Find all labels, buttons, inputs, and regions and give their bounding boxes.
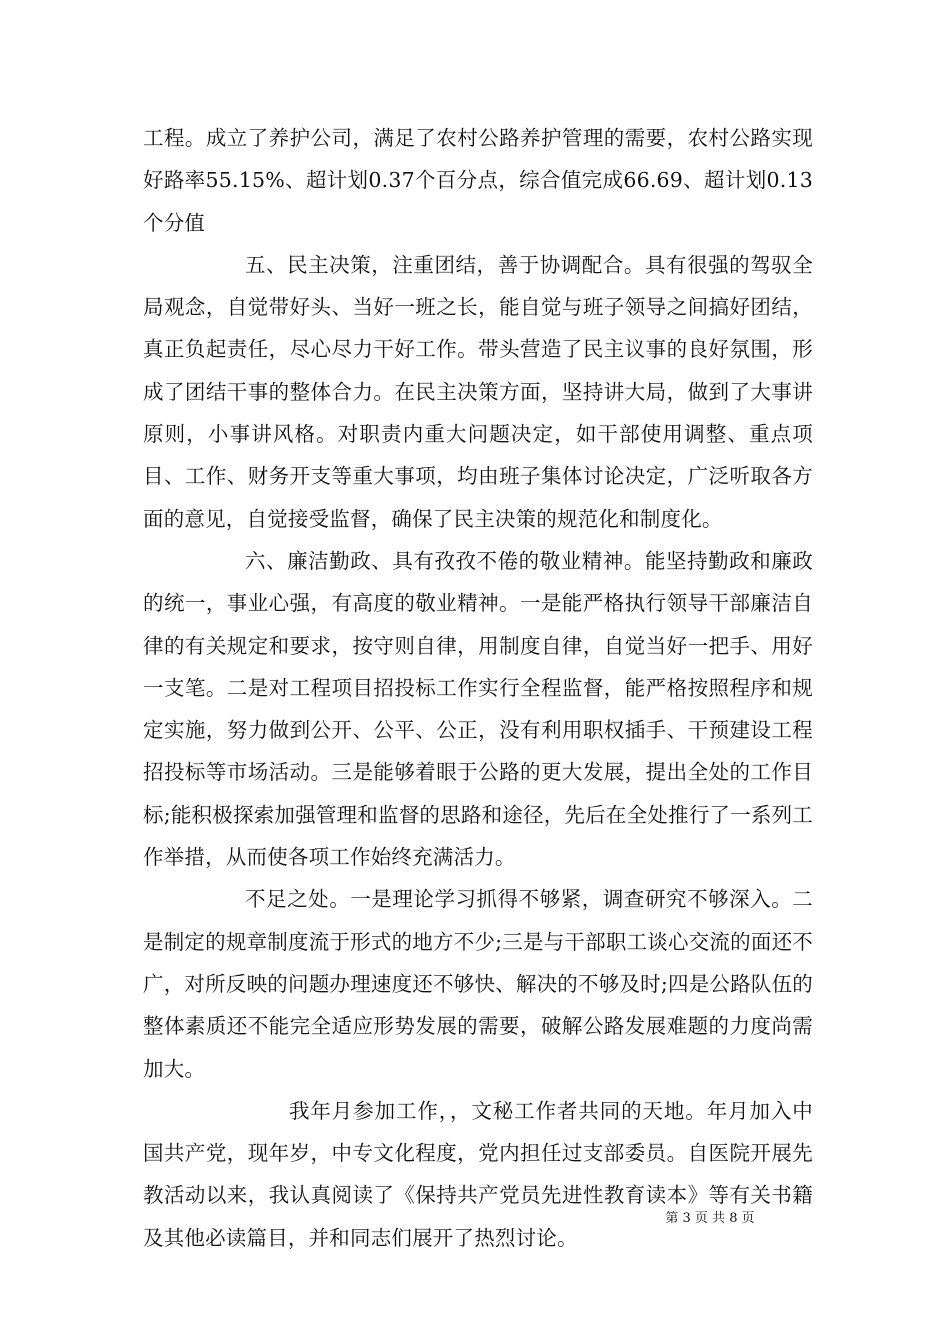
paragraph-road-maintenance: 工程。成立了养护公司，满足了农村公路养护管理的需要，农村公路实现好路率55.15%、超计划0.37个百分点，综合值完成66.69、超计划0.13个分值 xyxy=(143,126,813,235)
paragraph-integrity: 六、廉洁勤政、具有孜孜不倦的敬业精神。能坚持勤政和廉政的统一，事业心强，有高度的敬业精神。一是能严格执行领导干部廉洁自律的有关规定和要求，按守则自律，用制度自律，自觉当好一把手、用好一支笔。二是对工程项目招投标工作实行全程监督，能严格按照程序和规定实施，努力做到公开、公平、公正，没有利用职权插手、干预建设工程招投标等市场活动。三是能够着眼于公路的更大发展，提出全处的工作目标;能积极探索加强管理和监督的思路和途径，先后在全处推行了一系列工作举措，从而使各项工作始终充满活力。 xyxy=(143,548,813,870)
document-body xyxy=(143,117,813,1259)
paragraph-democratic-decision: 五、民主决策，注重团结，善于协调配合。具有很强的驾驭全局观念，自觉带好头、当好一班之长，能自觉与班子领导之间搞好团结，真正负起责任，尽心尽力干好工作。带头营造了民主议事的良好氛围，形成了团结干事的整体合力。在民主决策方面，坚持讲大局，做到了大事讲原则，小事讲风格。对职责内重大问题决定，如干部使用调整、重点项目、工作、财务开支等重大事项，均由班子集体讨论决定，广泛听取各方面的意见，自觉接受监督，确保了民主决策的规范化和制度化。 xyxy=(143,252,813,531)
paragraph-shortcomings: 不足之处。一是理论学习抓得不够紧，调查研究不够深入。二是制定的规章制度流于形式的地方不少;三是与干部职工谈心交流的面还不广，对所反映的问题办理速度还不够快、解决的不够及时;四是公路队伍的整体素质还不能完全适应形势发展的需要，破解公路发展难题的力度尚需加大。 xyxy=(143,887,813,1081)
page-number-footer: 第 3 页 共 8 页 xyxy=(665,1211,755,1226)
paragraph-personal-intro: 我年月参加工作，，文秘工作者共同的天地。年月加入中国共产党，现年岁，中专文化程度，党内担任过支部委员。自医院开展先教活动以来，我认真阅读了《保持共产党员先进性教育读本》等有关书籍及其他必读篇目，并和同志们展开了热烈讨论。 xyxy=(143,1098,813,1250)
